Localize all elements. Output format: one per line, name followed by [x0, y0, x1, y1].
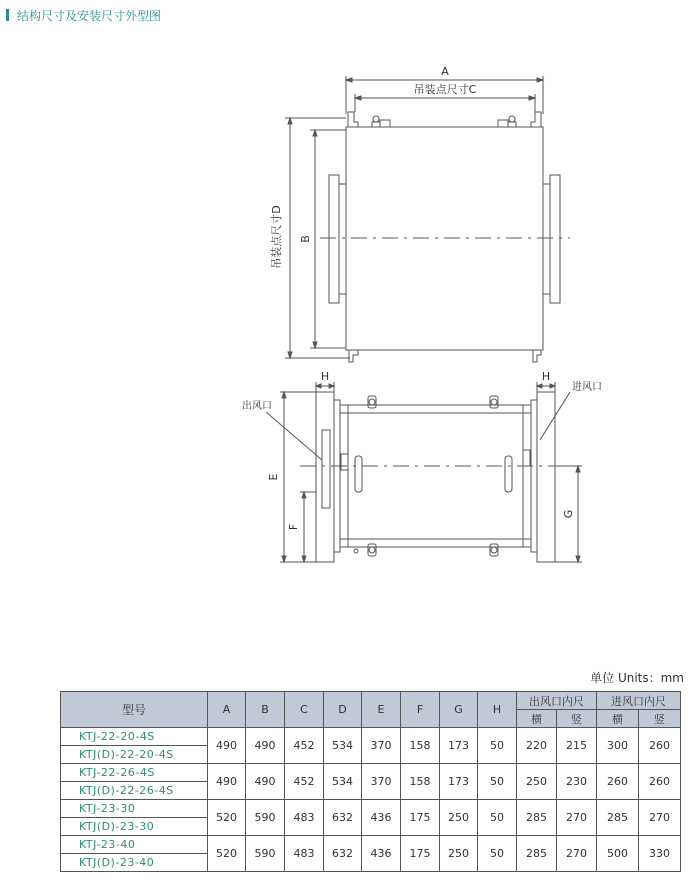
value-cell: 175 [401, 836, 440, 872]
value-cell: 285 [517, 836, 557, 872]
table-row [61, 800, 681, 818]
dim-label-d: 吊装点尺寸D [270, 205, 283, 269]
spec-table [60, 691, 681, 872]
header-c: C [285, 692, 324, 728]
header-e: E [362, 692, 401, 728]
value-cell: 490 [208, 764, 246, 800]
dim-label-a: A [441, 65, 449, 78]
value-cell: 490 [208, 728, 246, 764]
value-cell: 285 [597, 800, 639, 836]
value-cell: 173 [440, 728, 478, 764]
value-cell: 50 [478, 836, 517, 872]
value-cell: 436 [362, 800, 401, 836]
side-view [266, 382, 582, 562]
section-title-text: 结构尺寸及安装尺寸外型图 [17, 8, 162, 23]
model-cell: KTJ(D)-22-20-4S [61, 746, 208, 764]
value-cell: 260 [639, 728, 681, 764]
table-row [61, 764, 681, 782]
dim-label-h-left: H [320, 370, 330, 383]
value-cell: 490 [246, 764, 285, 800]
model-cell: KTJ-22-26-4S [61, 764, 208, 782]
model-cell: KTJ-23-40 [61, 836, 208, 854]
value-cell: 270 [639, 800, 681, 836]
value-cell: 220 [517, 728, 557, 764]
value-cell: 270 [557, 836, 597, 872]
value-cell: 300 [597, 728, 639, 764]
value-cell: 632 [324, 836, 362, 872]
model-cell: KTJ-23-30 [61, 800, 208, 818]
value-cell: 500 [597, 836, 639, 872]
value-cell: 370 [362, 728, 401, 764]
table-row [61, 836, 681, 854]
value-cell: 370 [362, 764, 401, 800]
value-cell: 452 [285, 764, 324, 800]
model-cell: KTJ(D)-23-30 [61, 818, 208, 836]
header-outlet-v: 竖 [557, 710, 597, 728]
value-cell: 50 [478, 800, 517, 836]
value-cell: 50 [478, 764, 517, 800]
units-label: 单位 Units：mm [590, 671, 684, 685]
value-cell: 285 [517, 800, 557, 836]
dim-label-h-right: H [541, 370, 551, 383]
dim-label-g: G [562, 509, 575, 519]
header-outlet: 出风口内尺 [517, 692, 597, 710]
value-cell: 230 [557, 764, 597, 800]
value-cell: 520 [208, 836, 246, 872]
model-cell: KTJ(D)-22-26-4S [61, 782, 208, 800]
header-a: A [208, 692, 246, 728]
value-cell: 50 [478, 728, 517, 764]
header-g: G [440, 692, 478, 728]
dim-label-f: F [287, 523, 300, 531]
top-view [285, 76, 570, 362]
value-cell: 483 [285, 800, 324, 836]
header-f: F [401, 692, 440, 728]
value-cell: 590 [246, 836, 285, 872]
header-inlet: 进风口内尺 [597, 692, 681, 710]
header-d: D [324, 692, 362, 728]
header-h: H [478, 692, 517, 728]
value-cell: 590 [246, 800, 285, 836]
value-cell: 452 [285, 728, 324, 764]
value-cell: 490 [246, 728, 285, 764]
value-cell: 632 [324, 800, 362, 836]
dim-label-c: 吊装点尺寸C [413, 83, 477, 96]
header-model: 型号 [61, 692, 208, 728]
value-cell: 158 [401, 728, 440, 764]
model-cell: KTJ(D)-23-40 [61, 854, 208, 872]
value-cell: 260 [639, 764, 681, 800]
value-cell: 175 [401, 800, 440, 836]
model-cell: KTJ-22-20-4S [61, 728, 208, 746]
header-outlet-h: 横 [517, 710, 557, 728]
inlet-label: 进风口 [572, 382, 602, 393]
value-cell: 250 [440, 800, 478, 836]
header-inlet-h: 横 [597, 710, 639, 728]
dim-label-e: E [267, 473, 280, 481]
value-cell: 520 [208, 800, 246, 836]
outlet-label: 出风口 [242, 401, 272, 412]
value-cell: 534 [324, 764, 362, 800]
header-b: B [246, 692, 285, 728]
value-cell: 436 [362, 836, 401, 872]
value-cell: 483 [285, 836, 324, 872]
table-row [61, 728, 681, 746]
value-cell: 260 [597, 764, 639, 800]
dim-label-b: B [299, 235, 312, 243]
header-inlet-v: 竖 [639, 710, 681, 728]
value-cell: 215 [557, 728, 597, 764]
value-cell: 330 [639, 836, 681, 872]
value-cell: 250 [517, 764, 557, 800]
value-cell: 158 [401, 764, 440, 800]
value-cell: 250 [440, 836, 478, 872]
value-cell: 270 [557, 800, 597, 836]
value-cell: 534 [324, 728, 362, 764]
value-cell: 173 [440, 764, 478, 800]
